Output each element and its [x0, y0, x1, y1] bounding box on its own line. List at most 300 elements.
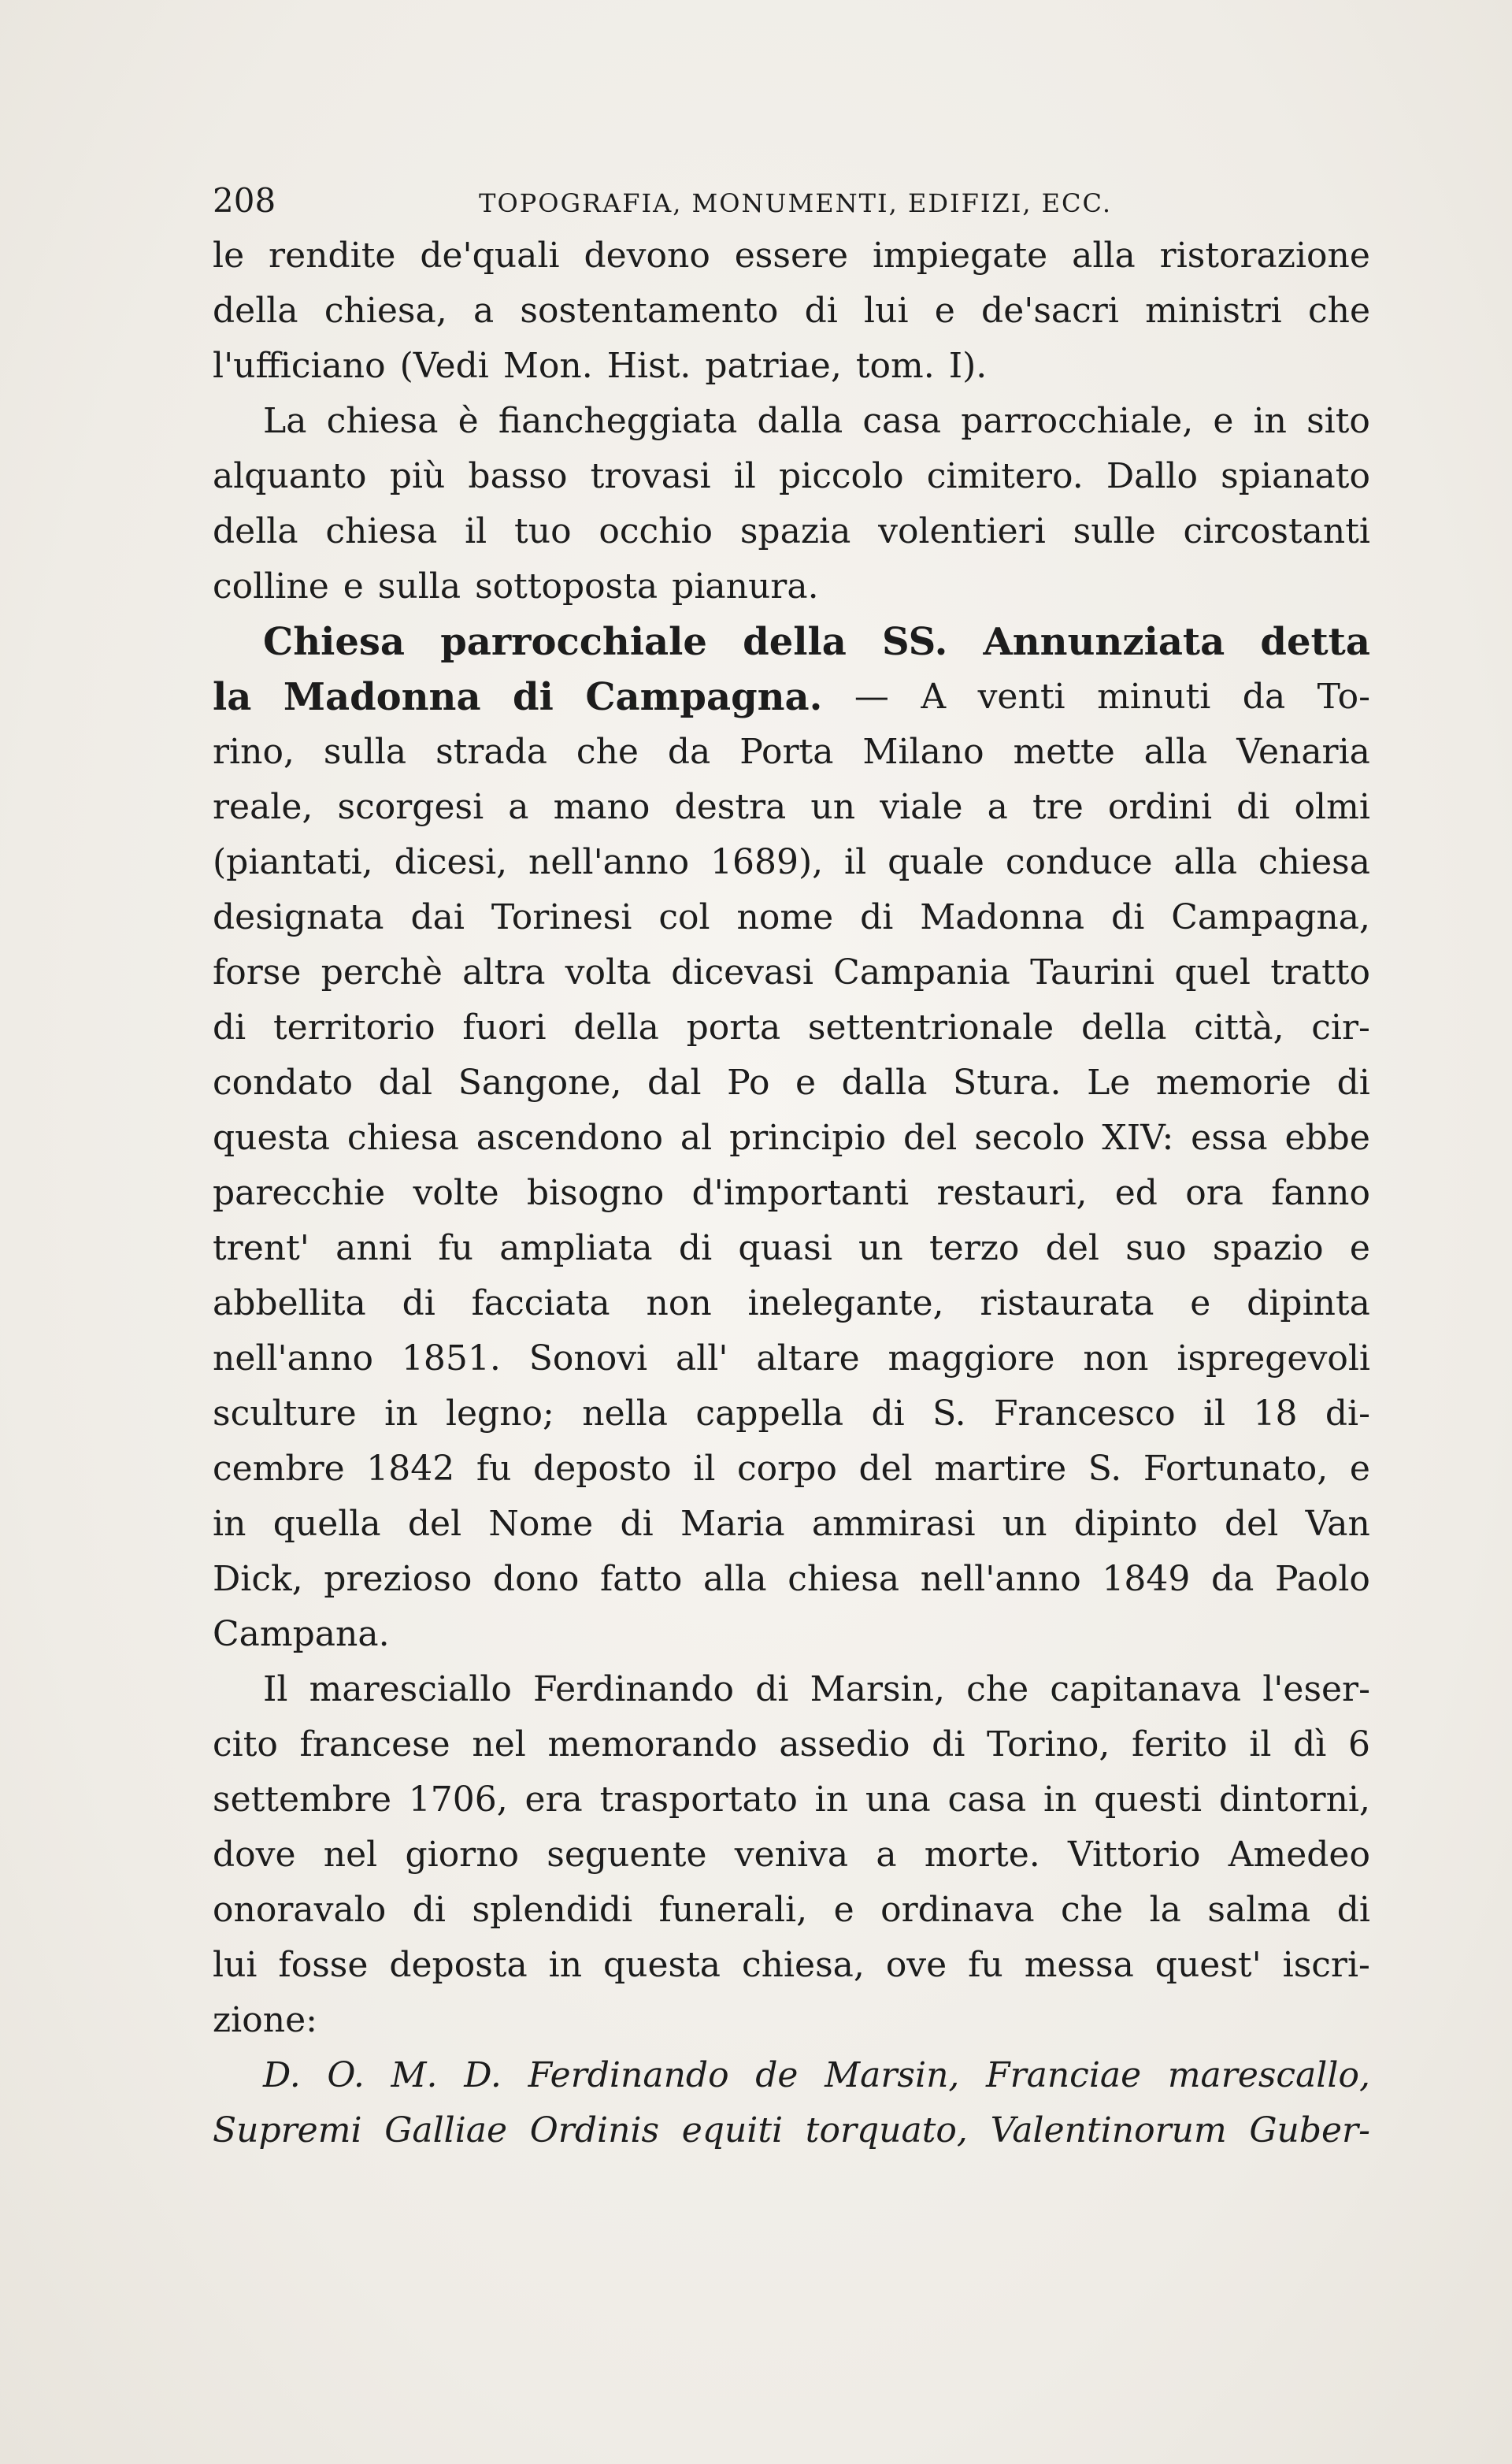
word: della	[1080, 1007, 1167, 1048]
word: terzo	[928, 1228, 1020, 1268]
word: da	[1242, 677, 1286, 717]
word: anni	[335, 1228, 413, 1268]
word: I).	[948, 346, 988, 386]
word: funerali,	[658, 1890, 808, 1930]
word: di	[412, 1890, 446, 1930]
word: e	[934, 291, 955, 331]
word: parrocchiale,	[961, 401, 1194, 441]
word: in	[384, 1393, 418, 1434]
word: e	[1349, 1228, 1370, 1268]
word: assedio	[779, 1724, 910, 1765]
word: col	[658, 897, 710, 937]
running-title: TOPOGRAFIA, MONUMENTI, EDIFIZI, ECC.	[479, 188, 1113, 218]
word: Porta	[739, 732, 834, 772]
word: Amedeo	[1228, 1835, 1370, 1875]
word: dove	[213, 1835, 296, 1875]
word: Campania	[833, 952, 1010, 993]
word: del	[407, 1504, 462, 1544]
word: il	[844, 842, 867, 882]
text-line	[213, 1717, 1370, 1772]
word: Hist.	[606, 346, 691, 386]
word: alla	[1173, 842, 1238, 882]
word: martire	[934, 1449, 1067, 1489]
text-line	[213, 559, 1370, 614]
word: corpo	[737, 1449, 837, 1489]
word: legno;	[445, 1393, 554, 1434]
word: del	[858, 1449, 913, 1489]
word: ferito	[1132, 1724, 1228, 1765]
word: cito	[213, 1724, 278, 1765]
word: Campana.	[213, 1614, 390, 1654]
word: M.	[391, 2055, 438, 2095]
word: del	[1225, 1504, 1279, 1544]
word: l'ufficiano	[213, 346, 386, 386]
word: mano	[553, 787, 650, 827]
word: e	[1213, 401, 1234, 441]
word: seguente	[547, 1835, 707, 1875]
word: XIV:	[1102, 1118, 1174, 1158]
word: Il	[263, 1669, 288, 1709]
text-line	[213, 1552, 1370, 1607]
word: di	[871, 1393, 905, 1434]
word: —	[854, 677, 889, 717]
word: di	[932, 1724, 965, 1765]
word: Paolo	[1274, 1559, 1370, 1599]
word: sottoposta	[475, 566, 658, 607]
word: marescallo,	[1167, 2055, 1370, 2095]
word: non	[1083, 1338, 1149, 1379]
word: non	[646, 1283, 712, 1323]
word: a	[876, 1835, 897, 1875]
text-line	[213, 835, 1370, 890]
word: 18	[1253, 1393, 1298, 1434]
word: il	[465, 511, 487, 551]
word: di	[513, 675, 554, 719]
word: (Vedi	[399, 346, 489, 386]
word: nella	[582, 1393, 669, 1434]
word: quella	[272, 1504, 381, 1544]
word: e	[795, 1063, 817, 1103]
word: Venaria	[1236, 732, 1370, 772]
word: dintorni,	[1218, 1779, 1370, 1820]
word: trovasi	[590, 456, 711, 496]
word: 1842	[366, 1449, 455, 1489]
word: questa	[603, 1945, 721, 1985]
text-line	[213, 1000, 1370, 1056]
word: chiesa,	[741, 1945, 865, 1985]
text-line	[213, 1442, 1370, 1497]
word: lui	[864, 291, 909, 331]
word: e	[343, 566, 364, 607]
word: volte	[413, 1173, 499, 1213]
word: Galliae	[384, 2110, 508, 2150]
word: splendidi	[472, 1890, 633, 1930]
word: il	[733, 456, 756, 496]
word: cembre	[213, 1449, 345, 1489]
word: Taurini	[1030, 952, 1155, 993]
word: mette	[1013, 732, 1115, 772]
word: ove	[885, 1945, 947, 1985]
word: ministri	[1145, 291, 1282, 331]
word: Campagna.	[585, 675, 823, 719]
word: ristorazione	[1159, 236, 1370, 276]
word: maggiore	[888, 1338, 1055, 1379]
word: basso	[468, 456, 568, 496]
word: settembre	[213, 1779, 391, 1820]
word: occhio	[598, 511, 713, 551]
word: zione:	[213, 2000, 317, 2040]
word: un	[810, 787, 856, 827]
word: morte.	[924, 1835, 1040, 1875]
word: alla	[1072, 236, 1136, 276]
word: trasportato	[599, 1779, 798, 1820]
word: di	[860, 897, 894, 937]
word: chiesa	[788, 1559, 900, 1599]
word: ammirasi	[811, 1504, 976, 1544]
word: sito	[1306, 401, 1370, 441]
word: alla	[703, 1559, 767, 1599]
word: quale	[888, 842, 984, 882]
word: del	[1045, 1228, 1099, 1268]
word: nel	[323, 1835, 378, 1875]
word: Nome	[488, 1504, 594, 1544]
word: casa	[862, 401, 942, 441]
word: di	[1336, 1890, 1370, 1930]
text-line	[213, 1772, 1370, 1828]
word: colline	[213, 566, 329, 607]
word: principio	[729, 1118, 887, 1158]
word: fu	[438, 1228, 473, 1268]
word: detta	[1260, 620, 1370, 664]
word: suo	[1125, 1228, 1187, 1268]
text-line	[213, 284, 1370, 339]
word: della	[213, 511, 298, 551]
word: fiancheggiata	[498, 401, 738, 441]
word: Marsin,	[825, 2055, 960, 2095]
word: questa	[213, 1118, 331, 1158]
word: chiesa	[1258, 842, 1370, 882]
word: e	[833, 1890, 854, 1930]
page-text	[213, 173, 1370, 2158]
word: maresciallo	[309, 1669, 512, 1709]
word: 6	[1347, 1724, 1370, 1765]
word: venti	[977, 677, 1065, 717]
word: Mon.	[502, 346, 593, 386]
word: dal	[647, 1063, 702, 1103]
text-line	[213, 1386, 1370, 1442]
text-line	[213, 1221, 1370, 1276]
word: Torinesi	[491, 897, 632, 937]
word: de'quali	[420, 236, 560, 276]
word: restauri,	[936, 1173, 1088, 1213]
word: Supremi	[213, 2110, 362, 2150]
word: di	[213, 1007, 246, 1048]
word: spianato	[1221, 456, 1370, 496]
word: veniva	[734, 1835, 849, 1875]
text-line	[213, 2048, 1370, 2103]
word: del	[903, 1118, 958, 1158]
word: O.	[327, 2055, 365, 2095]
word: parecchie	[213, 1173, 386, 1213]
word: Madonna	[283, 675, 481, 719]
word: della	[573, 1007, 659, 1048]
text-line	[213, 449, 1370, 504]
word: dai	[410, 897, 465, 937]
word: il	[693, 1449, 716, 1489]
word: d'importanti	[691, 1173, 910, 1213]
word: da	[667, 732, 711, 772]
word: D.	[464, 2055, 502, 2095]
word: destra	[674, 787, 787, 827]
word: al	[680, 1118, 713, 1158]
word: Ferdinando	[528, 2055, 729, 2095]
word: salma	[1207, 1890, 1311, 1930]
word: Ferdinando	[533, 1669, 735, 1709]
word: dalla	[841, 1063, 928, 1103]
word: a	[987, 787, 1008, 827]
word: la	[213, 675, 252, 719]
word: chiesa,	[324, 291, 447, 331]
word: rendite	[269, 236, 396, 276]
word: cimitero.	[926, 456, 1084, 496]
word: 1689),	[710, 842, 824, 882]
word: di	[402, 1283, 435, 1323]
word: e	[1190, 1283, 1211, 1323]
word: fatto	[600, 1559, 683, 1599]
text-line	[213, 1166, 1370, 1221]
word: di-	[1325, 1393, 1370, 1434]
word: perchè	[321, 952, 443, 993]
word: di	[755, 1669, 789, 1709]
word: Guber-	[1249, 2110, 1370, 2150]
word: Maria	[680, 1504, 785, 1544]
word: ebbe	[1284, 1118, 1370, 1158]
word: alla	[1143, 732, 1208, 772]
word: rino,	[213, 732, 295, 772]
word: capitanava	[1050, 1669, 1242, 1709]
word: D.	[263, 2055, 301, 2095]
word: essere	[734, 236, 849, 276]
word: S.	[932, 1393, 966, 1434]
word: della	[743, 620, 847, 664]
word: quasi	[738, 1228, 832, 1268]
word: ispregevoli	[1177, 1338, 1370, 1379]
word: nell'anno	[920, 1559, 1081, 1599]
word: chiesa	[325, 511, 438, 551]
word: Le	[1087, 1063, 1131, 1103]
word: 1849	[1102, 1559, 1191, 1599]
word: dipinta	[1247, 1283, 1370, 1323]
word: dono	[492, 1559, 580, 1599]
word: forse	[213, 952, 302, 993]
word: onoravalo	[213, 1890, 387, 1930]
word: la	[1149, 1890, 1181, 1930]
word: Milano	[862, 732, 984, 772]
word: lui	[213, 1945, 258, 1985]
word: in	[1043, 1779, 1077, 1820]
word: ascendono	[476, 1118, 664, 1158]
word: olmi	[1294, 787, 1370, 827]
word: conduce	[1005, 842, 1153, 882]
word: de'sacri	[981, 291, 1119, 331]
word: di	[1236, 787, 1270, 827]
word: torquato,	[805, 2110, 968, 2150]
word: un	[1002, 1504, 1047, 1544]
word: prezioso	[324, 1559, 472, 1599]
word: sulle	[1073, 511, 1156, 551]
word: (piantati,	[213, 842, 373, 882]
word: Chiesa	[263, 620, 405, 664]
word: territorio	[272, 1007, 435, 1048]
word: Dick,	[213, 1559, 303, 1599]
word: ordinava	[880, 1890, 1035, 1930]
text-line	[213, 614, 1370, 670]
word: che	[1061, 1890, 1124, 1930]
word: Franciae	[986, 2055, 1142, 2095]
page-number: 208	[213, 181, 276, 220]
word: e	[1349, 1449, 1370, 1489]
word: equiti	[681, 2110, 784, 2150]
word: a	[472, 291, 495, 331]
word: facciata	[471, 1283, 610, 1323]
text-line	[213, 1828, 1370, 1883]
word: più	[389, 456, 446, 496]
word: A	[921, 677, 947, 717]
word: era	[524, 1779, 583, 1820]
word: altra	[462, 952, 546, 993]
word: francese	[299, 1724, 450, 1765]
word: bisogno	[526, 1173, 665, 1213]
word: S.	[1088, 1449, 1122, 1489]
text-line	[213, 780, 1370, 835]
word: ed	[1114, 1173, 1158, 1213]
text-line	[213, 1331, 1370, 1386]
word: spazio	[1212, 1228, 1324, 1268]
word: Torino,	[987, 1724, 1110, 1765]
word: altare	[756, 1338, 860, 1379]
word: ampliata	[499, 1228, 653, 1268]
word: dalla	[757, 401, 843, 441]
word: devono	[584, 236, 710, 276]
word: Francesco	[994, 1393, 1176, 1434]
word: To-	[1317, 677, 1370, 717]
word: memorando	[547, 1724, 758, 1765]
word: nel	[472, 1724, 526, 1765]
word: Dallo	[1106, 456, 1198, 496]
word: SS.	[882, 620, 948, 664]
word: all'	[676, 1338, 728, 1379]
word: deposta	[389, 1945, 528, 1985]
word: di	[678, 1228, 713, 1268]
word: Ordinis	[529, 2110, 660, 2150]
word: Campagna,	[1171, 897, 1370, 937]
word: de	[755, 2055, 799, 2095]
word: fuori	[462, 1007, 547, 1048]
word: dal	[378, 1063, 433, 1103]
word: scorgesi	[337, 787, 484, 827]
word: a	[508, 787, 529, 827]
text-line	[213, 1111, 1370, 1166]
word: dì	[1293, 1724, 1327, 1765]
text-line	[213, 725, 1370, 780]
text-line	[213, 1276, 1370, 1331]
word: impiegate	[873, 236, 1048, 276]
word: chiesa	[346, 1118, 459, 1158]
text-line	[213, 228, 1370, 284]
running-head	[213, 173, 1370, 222]
word: che	[576, 732, 639, 772]
word: pianura.	[672, 566, 819, 607]
text-line	[213, 1056, 1370, 1111]
word: dicesi,	[394, 842, 508, 882]
text-line	[213, 394, 1370, 449]
word: una	[865, 1779, 931, 1820]
body-text	[213, 228, 1370, 2158]
word: fanno	[1271, 1173, 1370, 1213]
word: trent'	[213, 1228, 309, 1268]
word: designata	[213, 897, 384, 937]
word: fu	[968, 1945, 1003, 1985]
word: tuo	[514, 511, 572, 551]
word: di	[1111, 897, 1145, 937]
word: condato	[213, 1063, 354, 1103]
word: Madonna	[920, 897, 1085, 937]
word: volta	[565, 952, 652, 993]
word: Vittorio	[1067, 1835, 1201, 1875]
word: La	[263, 401, 307, 441]
word: Marsin,	[810, 1669, 945, 1709]
text-line	[213, 1662, 1370, 1717]
word: secolo	[974, 1118, 1085, 1158]
text-line	[213, 504, 1370, 559]
word: in	[548, 1945, 583, 1985]
text-line	[213, 1607, 1370, 1662]
word: città,	[1194, 1007, 1284, 1048]
word: Valentinorum	[990, 2110, 1227, 2150]
word: parrocchiale	[440, 620, 707, 664]
word: inelegante,	[747, 1283, 944, 1323]
word: dicevasi	[671, 952, 813, 993]
word: questi	[1094, 1779, 1203, 1820]
text-line	[213, 1883, 1370, 1938]
word: quest'	[1154, 1945, 1262, 1985]
word: settentrionale	[807, 1007, 1054, 1048]
word: cappella	[695, 1393, 844, 1434]
word: porta	[686, 1007, 781, 1048]
word: della	[213, 291, 298, 331]
word: da	[1210, 1559, 1254, 1599]
text-line	[213, 339, 1370, 394]
word: volentieri	[878, 511, 1046, 551]
text-line	[213, 1938, 1370, 1993]
word: quel	[1174, 952, 1251, 993]
word: in	[213, 1504, 246, 1544]
word: nell'anno	[213, 1338, 374, 1379]
word: memorie	[1155, 1063, 1312, 1103]
text-line	[213, 945, 1370, 1000]
word: è	[458, 401, 479, 441]
word: nome	[736, 897, 834, 937]
word: patriae,	[705, 346, 842, 386]
word: abbellita	[213, 1283, 366, 1323]
word: fosse	[278, 1945, 369, 1985]
word: iscri-	[1282, 1945, 1370, 1985]
word: il	[1249, 1724, 1272, 1765]
word: circostanti	[1183, 511, 1370, 551]
word: Po	[727, 1063, 770, 1103]
word: 1851.	[401, 1338, 501, 1379]
word: giorno	[405, 1835, 520, 1875]
